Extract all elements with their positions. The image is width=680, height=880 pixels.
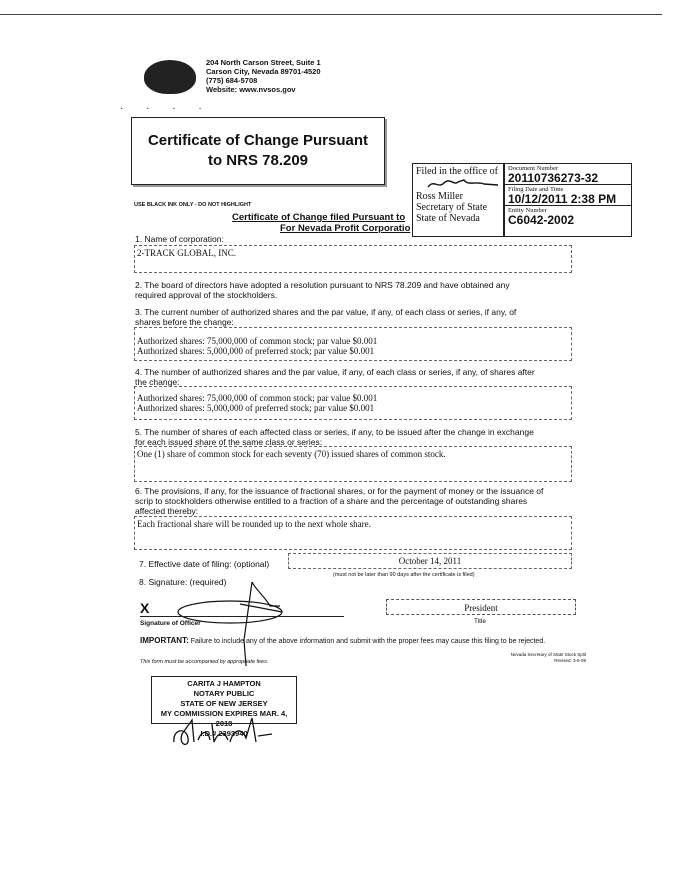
fees-note: This form must be accompanied by appropriate fees. bbox=[140, 659, 269, 665]
title-field bbox=[386, 599, 576, 615]
q3-label-line: shares before the change: bbox=[135, 317, 234, 327]
address-line: (775) 684-5708 bbox=[206, 76, 258, 85]
filed-in-office-label: Filed in the office of bbox=[416, 166, 499, 177]
effective-date-note: (must not be later than 90 days after the certificate is filed) bbox=[333, 572, 475, 578]
certificate-title-line1: Certificate of Change Pursuant bbox=[147, 132, 369, 149]
form-revision bbox=[476, 652, 586, 664]
form-revision-line: Revised: 3-6-09 bbox=[554, 658, 586, 663]
shares-after-field bbox=[134, 386, 572, 420]
important-text: Failure to include any of the above information and submit with the proper fees may cause this filing to be rejected. bbox=[190, 638, 546, 645]
fractional-shares-value: Each fractional share will be rounded up to the next whole share. bbox=[137, 519, 371, 529]
q5-label-line: for each issued share of the same class or series: bbox=[135, 437, 323, 447]
filing-date-label: Filing Date and Time bbox=[508, 186, 564, 193]
document-number-label: Document Number bbox=[508, 165, 559, 172]
corporation-name-value: 2-TRACK GLOBAL, INC. bbox=[137, 248, 236, 258]
q4-label bbox=[135, 367, 535, 387]
effective-date-field bbox=[288, 553, 572, 569]
effective-date-value: October 14, 2011 bbox=[398, 556, 462, 566]
ink-notice: USE BLACK INK ONLY - DO NOT HIGHLIGHT bbox=[134, 202, 252, 208]
exchange-ratio-value: One (1) share of common stock for each seventy (70) issued shares of common stock. bbox=[137, 449, 446, 459]
fractional-shares-field bbox=[134, 516, 572, 550]
notary-signature-icon bbox=[168, 712, 278, 752]
q5-label bbox=[135, 427, 534, 447]
q2-text bbox=[135, 280, 510, 300]
q3-label bbox=[135, 307, 516, 327]
important-label: IMPORTANT: bbox=[140, 636, 189, 645]
important-notice bbox=[140, 636, 545, 645]
officer-state: State of Nevada bbox=[416, 213, 480, 224]
officer-name: Ross Miller bbox=[416, 191, 463, 202]
address-line: Carson City, Nevada 89701-4520 bbox=[206, 67, 321, 76]
signature-line bbox=[140, 616, 344, 617]
shares-after-line: Authorized shares: 5,000,000 of preferred stock; par value $0.001 bbox=[137, 403, 375, 413]
top-border-line bbox=[0, 14, 662, 15]
exchange-ratio-field bbox=[134, 446, 572, 482]
certificate-title-line2: to NRS 78.209 bbox=[207, 152, 309, 169]
title-value: President bbox=[464, 603, 498, 613]
secretary-signature-icon bbox=[424, 177, 504, 191]
state-seal-logo bbox=[144, 60, 196, 94]
document-number-box bbox=[504, 163, 632, 237]
notary-state: STATE OF NEW JERSEY bbox=[180, 699, 268, 708]
q6-label-line: scrip to stockholders otherwise entitled to a fraction of a share and the percentage of outstanding shares bbox=[135, 496, 528, 506]
corporation-name-field bbox=[134, 245, 572, 273]
notary-name: CARITA J HAMPTON bbox=[187, 679, 261, 688]
shares-after-line: Authorized shares: 75,000,000 of common stock; par value $0.001 bbox=[137, 393, 378, 403]
q4-label-line: 4. The number of authorized shares and the par value, if any, of each class or series, if any, of shares after bbox=[135, 367, 535, 377]
q8-label: 8. Signature: (required) bbox=[139, 577, 227, 587]
shares-before-line: Authorized shares: 5,000,000 of preferred stock; par value $0.001 bbox=[137, 346, 375, 356]
q7-label: 7. Effective date of filing: (optional) bbox=[139, 559, 270, 569]
q5-label-line: 5. The number of shares of each affected class or series, if any, to be issued after the change in exchange bbox=[135, 427, 534, 437]
q6-label bbox=[135, 486, 543, 516]
q6-label-line: affected thereby: bbox=[135, 506, 199, 516]
entity-number-label: Entity Number bbox=[508, 207, 547, 214]
q1-label: 1. Name of corporation: bbox=[135, 234, 224, 244]
certificate-title-box bbox=[131, 117, 385, 185]
notary-title: NOTARY PUBLIC bbox=[193, 689, 255, 698]
q4-label-line: the change: bbox=[135, 377, 180, 387]
notary-id: I.D.# 2393940 bbox=[200, 729, 248, 738]
form-subtitle-line1: Certificate of Change filed Pursuant to bbox=[232, 212, 406, 223]
shares-before-line: Authorized shares: 75,000,000 of common stock; par value $0.001 bbox=[137, 336, 378, 346]
q6-label-line: 6. The provisions, if any, for the issuance of fractional shares, or for the payment of money or the issuance of bbox=[135, 486, 544, 496]
q2-text-line: 2. The board of directors have adopted a resolution pursuant to NRS 78.209 and have obtained any bbox=[135, 280, 510, 290]
q3-label-line: 3. The current number of authorized shares and the par value, if any, of each class or series, if any, of bbox=[135, 307, 517, 317]
website-line: Website: www.nvsos.gov bbox=[206, 85, 296, 94]
shares-before-field bbox=[134, 327, 572, 361]
title-label: Title bbox=[474, 618, 487, 625]
form-subtitle-line2: For Nevada Profit Corporatio bbox=[280, 223, 411, 234]
officer-title: Secretary of State bbox=[416, 202, 488, 213]
signature-officer-label: Signature of Officer bbox=[140, 620, 201, 627]
signature-x-mark: X bbox=[140, 600, 150, 616]
q2-text-line: required approval of the stockholders. bbox=[135, 290, 278, 300]
notary-commission: MY COMMISSION EXPIRES MAR. 4, 2018 bbox=[160, 709, 288, 728]
document-number: 20110736273-32 bbox=[505, 172, 631, 185]
form-revision-line: Nevada Secretary of State Stock Split bbox=[510, 652, 586, 657]
filing-date: 10/12/2011 2:38 PM bbox=[505, 193, 631, 206]
filed-office-box bbox=[412, 163, 504, 237]
office-address bbox=[206, 58, 321, 94]
scan-dots: · · · · bbox=[120, 103, 212, 114]
entity-number: C6042-2002 bbox=[508, 213, 575, 227]
address-line: 204 North Carson Street, Suite 1 bbox=[206, 58, 321, 67]
